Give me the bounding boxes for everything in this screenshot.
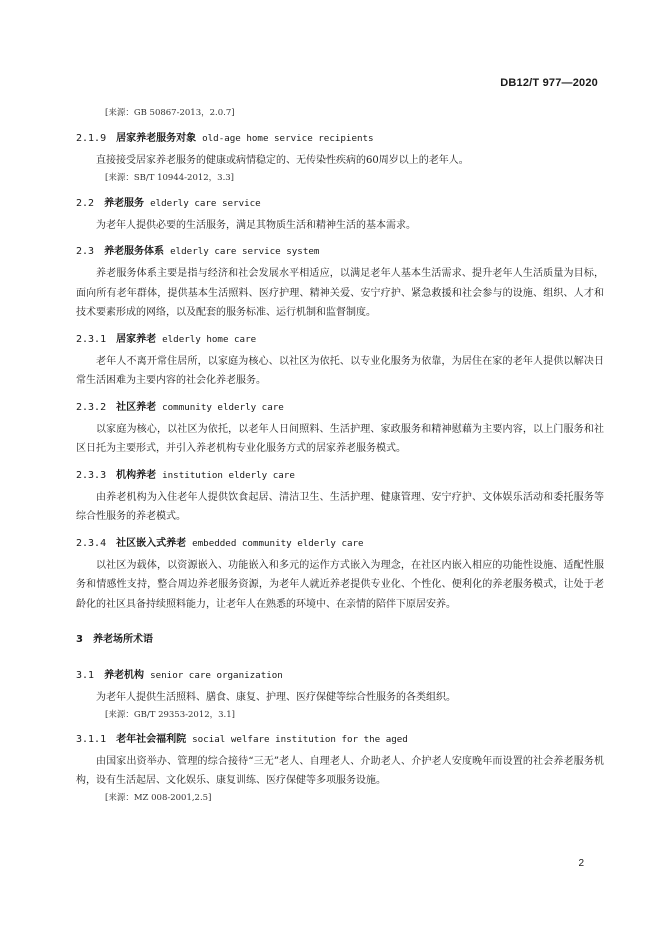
term-heading (76, 467, 604, 485)
standard-number: DB12/T 977—2020 (500, 77, 598, 89)
term-english: social welfare institution for the aged (192, 733, 408, 745)
term-chinese: 社区养老 (116, 401, 157, 413)
term-number: 2.2 (76, 197, 95, 209)
term-chinese: 养老服务 (104, 197, 145, 209)
term-number: 2.1.9 (76, 133, 107, 144)
term-number: 3 (76, 634, 83, 645)
term-heading (76, 195, 604, 213)
source-reference: [来源：GB 50867-2013，2.0.7] (105, 108, 235, 118)
definition-paragraph: 以家庭为核心，以社区为依托，以老年人日间照料、生活护理、家政服务和精神慰藉为主要内容，以上门服务和社区日托为主要形式，并引入养老机构专业化服务方式的居家养老服务模式。 (76, 423, 604, 454)
definition-paragraph: 养老服务体系主要是指与经济和社会发展水平相适应，以满足老年人基本生活需求、提升老年人生活质量为目标，面向所有老年群体，提供基本生活照料、医疗护理、精神关爱、安宁疗护、紧急救援和社会参与的设施、组织、人才和技术要素形成的网络，以及配套的服务标准、运行机制和监督制度。 (76, 268, 604, 318)
term-heading (76, 243, 604, 261)
term-english: elderly care service (150, 197, 261, 209)
page-number: 2 (578, 858, 584, 869)
chapter-heading (76, 631, 604, 649)
term-heading (76, 731, 604, 749)
term-chinese: 老年社会福利院 (116, 733, 187, 745)
term-heading (76, 399, 604, 417)
source-reference: [来源：SB/T 10944-2012，3.3] (105, 172, 234, 183)
definition-paragraph: 老年人不离开常住居所，以家庭为核心、以社区为依托、以专业化服务为依靠，为居住在家的老年人提供以解决日常生活困难为主要内容的社会化养老服务。 (76, 355, 604, 386)
definition-paragraph: 为老年人提供生活照料、膳食、康复、护理、医疗保健等综合性服务的各类组织。 (96, 692, 456, 703)
term-heading (76, 331, 604, 349)
document-body (76, 106, 604, 806)
term-english: embedded community elderly care (192, 537, 364, 549)
definition-paragraph: 由养老机构为入住老年人提供饮食起居、清洁卫生、生活护理、健康管理、安宁疗护、文体娱乐活动和委托服务等综合性服务的养老模式。 (76, 491, 604, 522)
term-chinese: 机构养老 (116, 469, 157, 481)
term-english: institution elderly care (162, 469, 295, 481)
term-chinese: 居家养老 (116, 333, 157, 345)
source-reference: [来源：GB/T 29353-2012，3.1] (105, 709, 235, 720)
term-number: 2.3.2 (76, 401, 107, 413)
term-english: old-age home service recipients (202, 133, 374, 144)
term-english: elderly care service system (170, 246, 320, 257)
term-number: 3.1 (76, 670, 95, 681)
term-english: elderly home care (162, 333, 257, 345)
term-chinese: 社区嵌入式养老 (116, 537, 187, 549)
definition-paragraph: 为老年人提供必要的生活服务，满足其物质生活和精神生活的基本需求。 (96, 219, 416, 231)
term-english: community elderly care (162, 401, 284, 413)
term-english: senior care organization (150, 670, 283, 681)
term-number: 2.3 (76, 246, 95, 257)
term-chinese: 养老场所术语 (92, 634, 153, 645)
term-heading (76, 667, 604, 685)
term-heading (76, 130, 604, 148)
term-chinese: 养老机构 (104, 670, 145, 681)
term-number: 3.1.1 (76, 733, 107, 745)
term-number: 2.3.1 (76, 333, 107, 345)
term-chinese: 居家养老服务对象 (116, 133, 197, 144)
term-chinese: 养老服务体系 (104, 246, 165, 257)
definition-paragraph: 以社区为载体，以资源嵌入、功能嵌入和多元的运作方式嵌入为理念，在社区内嵌入相应的功能性设施、适配性服务和情感性支持，整合周边养老服务资源，为老年人就近养老提供专业化、个性化、便利化的养老服务模式，让处于老龄化的社区具备持续照料能力，让老年人在熟悉的环境中、在亲情的陪伴下原居安养。 (76, 559, 604, 610)
term-heading (76, 535, 604, 553)
source-reference: [来源：MZ 008-2001,2.5] (105, 792, 212, 803)
definition-paragraph: 直接接受居家养老服务的健康或病情稳定的、无传染性疾病的60周岁以上的老年人。 (96, 155, 469, 166)
definition-paragraph: 由国家出资举办、管理的综合接待“三无”老人、自理老人、介助老人、介护老人安度晚年而设置的社会养老服务机构，设有生活起居、文化娱乐、康复训练、医疗保健等多项服务设施。 (76, 755, 604, 786)
term-number: 2.3.4 (76, 537, 107, 549)
term-number: 2.3.3 (76, 469, 107, 481)
